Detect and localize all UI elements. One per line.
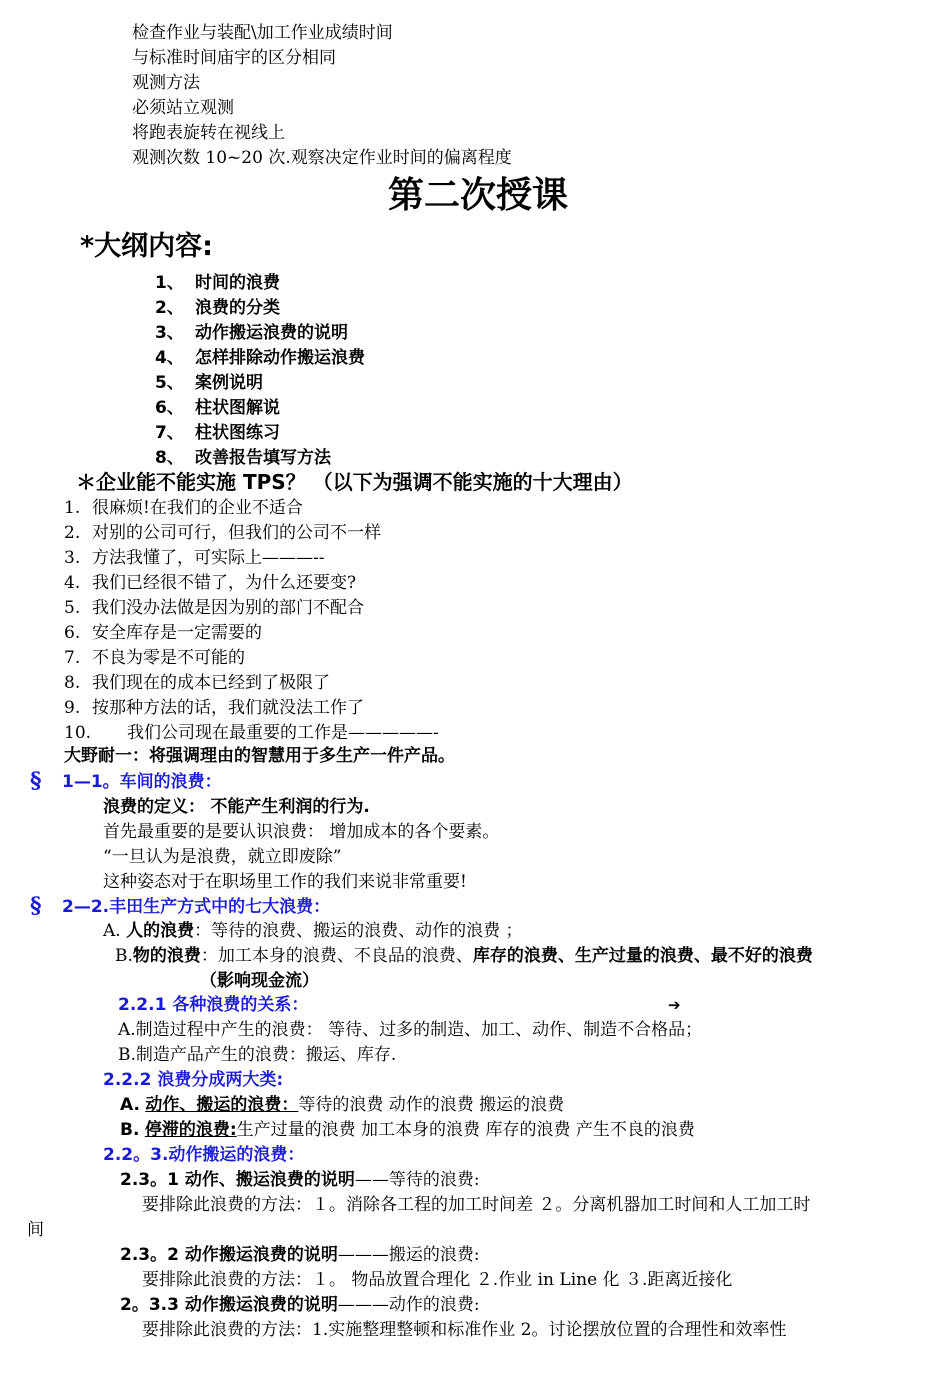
subsection-232-title: 2.3。2 动作搬运浪费的说明———搬运的浪费: (120, 1245, 480, 1265)
subsection-231-text: 要排除此浪费的方法：１。消除各工程的加工时间差 ２。分离机器加工时间和人工加工时 (142, 1195, 811, 1215)
reason-item: 10. 我们公司现在最重要的工作是—————- (64, 723, 439, 743)
outline-heading: *大纲内容: (80, 231, 213, 262)
section-1-line: 首先最重要的是要认识浪费： 增加成本的各个要素。 (103, 822, 500, 842)
section-mark: § (30, 768, 42, 794)
subsection-221-b: B.制造产品产生的浪费：搬运、库存. (118, 1045, 397, 1065)
intro-line-6: 观测次数 10~20 次.观察决定作业时间的偏离程度 (132, 148, 512, 168)
reason-item: 6. 安全库存是一定需要的 (64, 623, 262, 643)
subsection-231-title: 2.3。1 动作、搬运浪费的说明——等待的浪费: (120, 1170, 480, 1190)
outline-item: 8、 改善报告填写方法 (155, 448, 331, 468)
section-2-title: 2—2.丰田生产方式中的七大浪费： (62, 897, 331, 917)
intro-line-3: 观测方法 (132, 73, 200, 93)
section-mark: § (30, 893, 42, 919)
reason-item: 9. 按那种方法的话，我们就没法工作了 (64, 698, 364, 718)
subsection-223-title: 2.2。3.动作搬运的浪费： (103, 1145, 305, 1165)
intro-line-2: 与标准时间庙宇的区分相同 (132, 48, 336, 68)
reason-item: 4. 我们已经很不错了，为什么还要变? (64, 573, 357, 593)
ohno-quote: 大野耐一：将强调理由的智慧用于多生产一件产品。 (64, 746, 455, 766)
subsection-221-title: 2.2.1 各种浪费的关系： (118, 995, 309, 1015)
outline-item: 1、 时间的浪费 (155, 273, 280, 293)
intro-line-4: 必须站立观测 (132, 98, 234, 118)
subsection-222-b: B. 停滞的浪费:生产过量的浪费 加工本身的浪费 库存的浪费 产生不良的浪费 (120, 1120, 695, 1140)
outline-item: 6、 柱状图解说 (155, 398, 280, 418)
outline-item: 5、 案例说明 (155, 373, 263, 393)
outline-item: 2、 浪费的分类 (155, 298, 280, 318)
outline-item: 3、 动作搬运浪费的说明 (155, 323, 348, 343)
outline-item: 4、 怎样排除动作搬运浪费 (155, 348, 365, 368)
outline-item: 7、 柱状图练习 (155, 423, 280, 443)
subsection-233-text: 要排除此浪费的方法：1.实施整理整顿和标准作业 2。讨论摆放位置的合理性和效率性 (142, 1320, 787, 1340)
subsection-221-a: A.制造过程中产生的浪费： 等待、过多的制造、加工、动作、制造不合格品； (118, 1020, 703, 1040)
subsection-232-text: 要排除此浪费的方法：１。 物品放置合理化 ２.作业 in Line 化 ３.距离近接化 (142, 1270, 733, 1290)
section-1-line: 这种姿态对于在职场里工作的我们来说非常重要! (103, 872, 467, 892)
page-title: 第二次授课 (388, 175, 569, 216)
subsection-231-wrap: 间 (27, 1220, 44, 1240)
people-waste-line: A. 人的浪费：等待的浪费、搬运的浪费、动作的浪费 ； (103, 921, 523, 941)
reason-item: 1. 很麻烦!在我们的企业不适合 (64, 498, 303, 518)
arrow-icon: ➔ (668, 996, 681, 1014)
reason-item: 3. 方法我懂了，可实际上———-- (64, 548, 325, 568)
reasons-heading: ＊企业能不能实施 TPS？ （以下为强调不能实施的十大理由） (76, 470, 633, 494)
reason-item: 2. 对别的公司可行，但我们的公司不一样 (64, 523, 381, 543)
reason-item: 5. 我们没办法做是因为别的部门不配合 (64, 598, 364, 618)
reason-item: 7. 不良为零是不可能的 (64, 648, 245, 668)
subsection-222-title: 2.2.2 浪费分成两大类: (103, 1070, 284, 1090)
material-waste-line: B.物的浪费：加工本身的浪费、不良品的浪费、库存的浪费、生产过量的浪费、最不好的浪费 (115, 946, 813, 966)
reason-item: 8. 我们现在的成本已经到了极限了 (64, 673, 330, 693)
subsection-222-a: A. 动作、搬运的浪费：等待的浪费 动作的浪费 搬运的浪费 (120, 1095, 565, 1115)
section-1-line: “一旦认为是浪费，就立即废除” (103, 847, 342, 867)
intro-line-1: 检查作业与装配\加工作业成绩时间 (132, 23, 393, 43)
section-1-title: 1—1。车间的浪费： (62, 772, 222, 792)
subsection-233-title: 2。3.3 动作搬运浪费的说明———动作的浪费: (120, 1295, 480, 1315)
waste-definition: 浪费的定义： 不能产生利润的行为. (103, 797, 370, 817)
material-waste-cont: （影响现金流） (200, 971, 319, 991)
intro-line-5: 将跑表旋转在视线上 (132, 123, 285, 143)
